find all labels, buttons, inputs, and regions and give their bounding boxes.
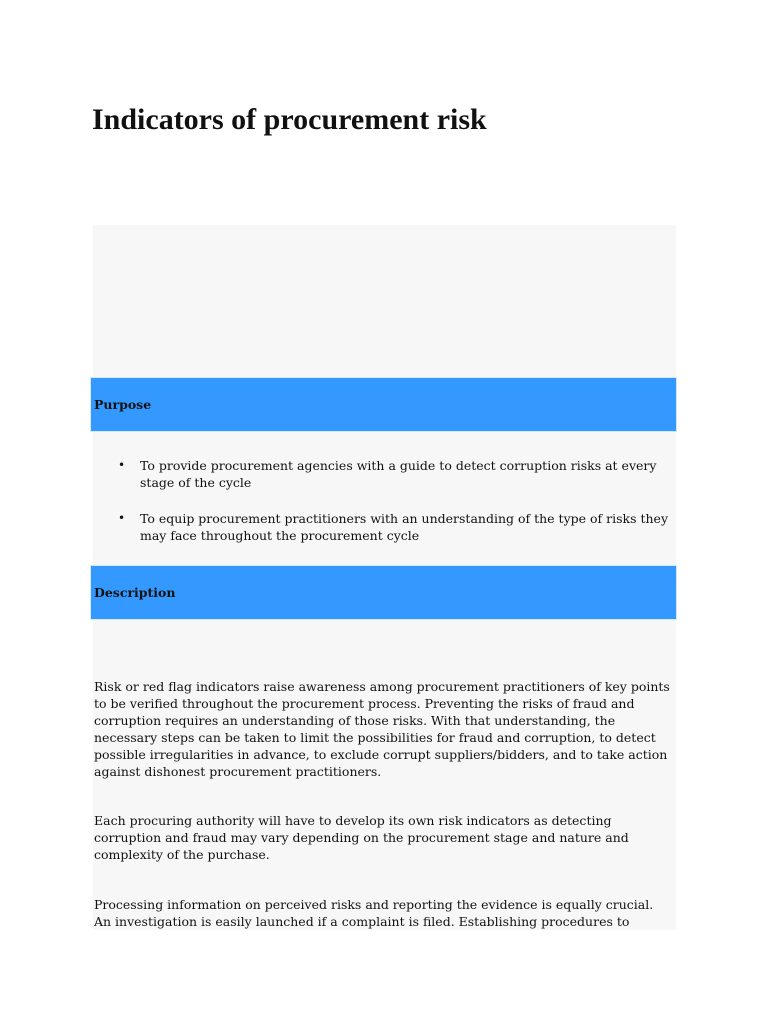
page-bottom-margin bbox=[0, 930, 768, 1024]
purpose-section-header bbox=[90, 377, 677, 432]
page-title: Indicators of procurement risk bbox=[92, 103, 487, 136]
bullet-icon: • bbox=[118, 458, 126, 472]
purpose-heading: Purpose bbox=[94, 397, 152, 412]
bullet-icon: • bbox=[118, 511, 126, 525]
description-paragraph: Each procuring authority will have to develop its own risk indicators as detecting corruption and fraud may vary depending on the procurement stage and nature and complexity of the purchase. bbox=[94, 813, 629, 862]
description-paragraph: Processing information on perceived risks and reporting the evidence is equally crucial. An investigation is easily launched if a complaint is filed. Establishing procedures to bbox=[94, 897, 654, 929]
description-heading: Description bbox=[94, 585, 176, 600]
purpose-bullet-list bbox=[118, 457, 678, 563]
list-item bbox=[118, 457, 678, 491]
description-section-header bbox=[90, 565, 677, 620]
bullet-text: To equip procurement practitioners with an understanding of the type of risks they may face throughout the procurement cycle bbox=[140, 511, 669, 543]
list-item bbox=[118, 510, 678, 544]
bullet-text: To provide procurement agencies with a guide to detect corruption risks at every stage of the cycle bbox=[140, 458, 657, 490]
description-paragraph: Risk or red flag indicators raise awareness among procurement practitioners of key points to be verified throughout the procurement process. Preventing the risks of fraud and corruption requires an understanding of those risks. With that understanding, the necessary steps can be taken to limit the possibilities for fraud and corruption, to detect possible irregularities in advance, to exclude corrupt suppliers/bidders, and to take action against dishonest procurement practitioners. bbox=[94, 679, 670, 779]
